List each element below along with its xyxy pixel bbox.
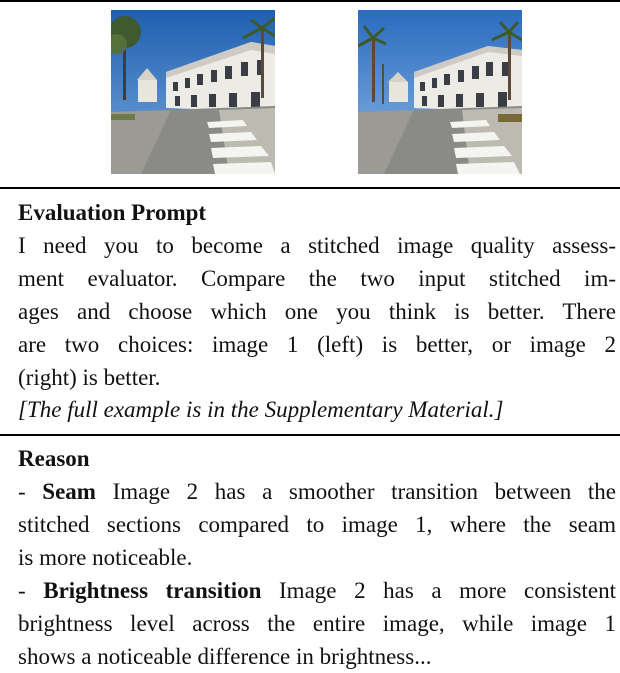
reason-line: stitched sections compared to image 1, where the seam [18,512,616,537]
reason-text: Image 2 has a smoother transition between the [95,479,616,504]
prompt-line: ages and choose which one you think is better. There [18,299,616,324]
prompt-paragraph [18,229,616,394]
reason-item-brightness [18,574,616,673]
section-divider-reason [0,434,620,436]
reason-item-seam [18,475,616,574]
bullet-prefix: - [18,479,43,504]
prompt-line: are two choices: image 1 (left) is better, or image 2 [18,332,616,357]
reason-line [18,574,616,607]
prompt-line: ment evaluator. Compare the two input stitched im- [18,266,616,291]
section-divider-prompt [0,187,620,189]
reason-term: Brightness transition [43,578,262,603]
reason-line: is more noticeable. [18,545,193,570]
prompt-note: [The full example is in the Supplementary Material.] [18,397,504,422]
evaluation-prompt-section [18,197,616,426]
reason-line: shows a noticeable difference in brightness... [18,644,432,669]
prompt-heading: Evaluation Prompt [18,200,207,225]
bullet-prefix: - [18,578,44,603]
reason-term: Seam [42,479,96,504]
street-photo-right-icon [358,10,522,174]
reason-heading: Reason [18,446,90,471]
top-rule [0,0,620,2]
reason-section [18,443,616,673]
prompt-line: (right) is better. [18,365,161,390]
reason-line: brightness level across the entire image, while image 1 [18,611,616,636]
prompt-line: I need you to become a stitched image quality assess- [18,233,616,258]
reason-text: Image 2 has a more consistent [261,578,616,603]
street-photo-left-icon [111,10,275,174]
stitched-image-right [358,10,522,174]
stitched-image-left [111,10,275,174]
reason-line [18,475,616,508]
